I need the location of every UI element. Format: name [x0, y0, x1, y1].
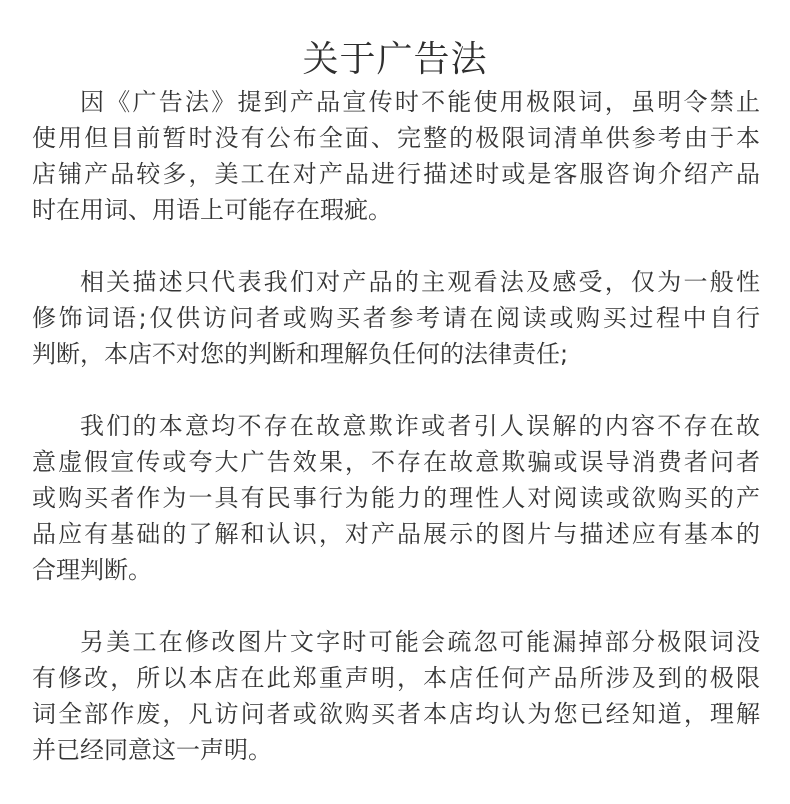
paragraph-line: 合理判断。: [32, 556, 152, 584]
paragraph-line: 词全部作废，凡访问者或欲购买者本店均认为您已经知道，理解: [32, 700, 760, 728]
paragraph-line: 或购买者作为一具有民事行为能力的理性人对阅读或欲购买的产: [32, 484, 760, 512]
paragraph-subjective-description: [32, 264, 760, 372]
page-title: 关于广告法: [302, 39, 488, 80]
paragraph-line: 店铺产品较多，美工在对产品进行描述时或是客服咨询介绍产品: [32, 160, 760, 188]
paragraph-line: 我们的本意均不存在故意欺诈或者引人误解的内容不存在故: [80, 412, 760, 440]
paragraph-line: 修饰词语;仅供访问者或购买者参考请在阅读或购买过程中自行: [32, 304, 760, 332]
paragraph-line: 因《广告法》提到产品宣传时不能使用极限词，虽明令禁止: [80, 88, 760, 116]
paragraph-line: 有修改，所以本店在此郑重声明，本店任何产品所涉及到的极限: [32, 664, 760, 692]
document-body: [32, 84, 760, 804]
paragraph-line: 并已经同意这一声明。: [32, 736, 272, 764]
paragraph-line: 使用但目前暂时没有公布全面、完整的极限词清单供参考由于本: [32, 124, 760, 152]
paragraph-line: 相关描述只代表我们对产品的主观看法及感受，仅为一般性: [80, 268, 760, 296]
paragraph-line: 时在用词、用语上可能存在瑕疵。: [32, 196, 392, 224]
paragraph-no-intent-to-deceive: [32, 408, 760, 588]
paragraph-declaration: [32, 624, 760, 768]
paragraph-line: 品应有基础的了解和认识，对产品展示的图片与描述应有基本的: [32, 520, 760, 548]
paragraph-line: 另美工在修改图片文字时可能会疏忽可能漏掉部分极限词没: [80, 628, 760, 656]
paragraph-line: 意虚假宣传或夸大广告效果，不存在故意欺骗或误导消费者问者: [32, 448, 760, 476]
paragraph-advertising-law: [32, 84, 760, 228]
paragraph-line: 判断，本店不对您的判断和理解负任何的法律责任;: [32, 340, 569, 368]
